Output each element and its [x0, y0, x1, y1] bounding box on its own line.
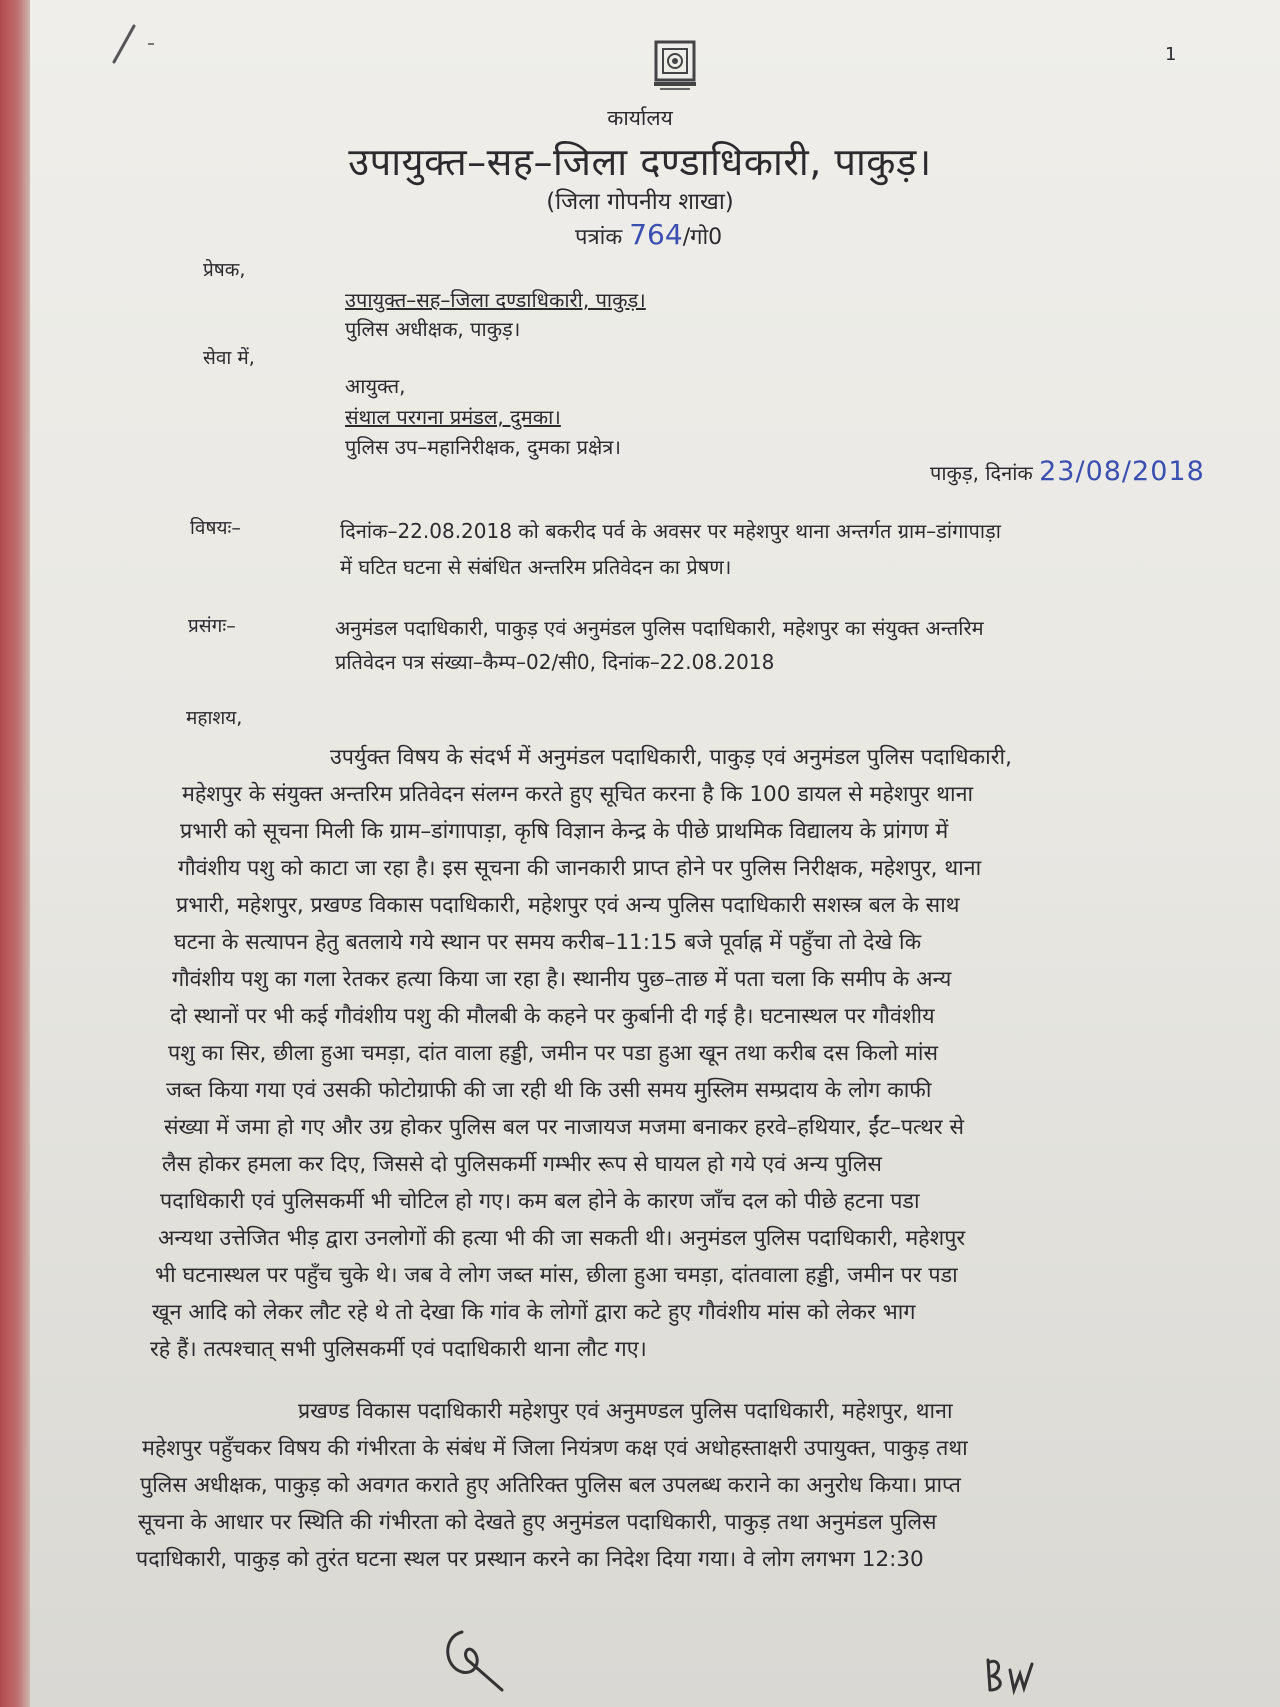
place-date-label: पाकुड़, दिनांक: [930, 461, 1033, 485]
body-line: पशु का सिर, छीला हुआ चमड़ा, दांत वाला हड्डी, जमीन पर पडा हुआ खून तथा करीब दस किलो मांस: [168, 1041, 938, 1066]
reference-label: प्रसंगः–: [188, 615, 236, 637]
signature-mark-icon: [432, 1612, 512, 1692]
subject-label: विषयः–: [190, 517, 241, 539]
body-line: लैस होकर हमला कर दिए, जिससे दो पुलिसकर्मी गम्भीर रूप से घायल हो गये एवं अन्य पुलिस: [162, 1152, 882, 1177]
place-date: [930, 456, 1205, 487]
subject-line: में घटित घटना से संबंधित अन्तरिम प्रतिवेदन का प्रेषण।: [340, 555, 732, 579]
recipient-line: संथाल परगना प्रमंडल, दुमका।: [345, 405, 561, 429]
body-line: पदाधिकारी, पाकुड़ को तुरंत घटना स्थल पर प्रस्थान करने का निदेश दिया गया। वे लोग लगभग 12:30: [136, 1547, 924, 1572]
salutation: महाशय,: [186, 707, 243, 729]
ref-prefix: पत्रांक: [575, 225, 623, 250]
body-line: संख्या में जमा हो गए और उग्र होकर पुलिस बल पर नाजायज मजमा बनाकर हरवे–हथियार, ईंट–पत्थर से: [164, 1115, 965, 1140]
desk-background: [0, 0, 30, 1707]
body-line: भी घटनास्थल पर पहुँच चुके थे। जब वे लोग जब्त मांस, छीला हुआ चमड़ा, दांतवाला हड्डी, जमीन पर पडा: [155, 1263, 958, 1288]
body-line: प्रखण्ड विकास पदाधिकारी महेशपुर एवं अनुमण्डल पुलिस पदाधिकारी, महेशपुर, थाना: [298, 1399, 953, 1424]
body-line: महेशपुर पहुँचकर विषय की गंभीरता के संबंध में जिला नियंत्रण कक्ष एवं अधोहस्ताक्षरी उपायुक्त, पाकुड़ तथा: [142, 1436, 968, 1461]
body-line: गौवंशीय पशु का गला रेतकर हत्या किया जा रहा है। स्थानीय पुछ–ताछ में पता चला कि समीप के अन्य: [172, 967, 952, 992]
letter-reference: [575, 218, 722, 251]
sender-line: पुलिस अधीक्षक, पाकुड़।: [345, 317, 521, 341]
recipient-line: पुलिस उप–महानिरीक्षक, दुमका प्रक्षेत्र।: [345, 435, 621, 459]
office-title: उपायुक्त–सह–जिला दण्डाधिकारी, पाकुड़।: [348, 140, 932, 184]
body-line: पदाधिकारी एवं पुलिसकर्मी भी चोटिल हो गए। कम बल होने के कारण जाँच दल को पीछे हटना पडा: [160, 1189, 920, 1214]
body-line: गौवंशीय पशु को काटा जा रहा है। इस सूचना की जानकारी प्राप्त होने पर पुलिस निरीक्षक, महेशपुर, थाना: [178, 856, 982, 881]
letter-date: 23/08/2018: [1039, 456, 1205, 487]
emblem-icon: [652, 38, 698, 92]
body-line: सूचना के आधार पर स्थिति की गंभीरता को देखते हुए अनुमंडल पदाधिकारी, पाकुड़ तथा अनुमंडल पुलिस: [138, 1510, 937, 1535]
reference-line: अनुमंडल पदाधिकारी, पाकुड़ एवं अनुमंडल पुलिस पदाधिकारी, महेशपुर का संयुक्त अन्तरिम: [335, 616, 984, 640]
ref-suffix: /गो0: [682, 225, 723, 250]
reference-line: प्रतिवेदन पत्र संख्या–कैम्प–02/सी0, दिनांक–22.08.2018: [335, 650, 775, 674]
body-line: घटना के सत्यापन हेतु बतलाये गये स्थान पर समय करीब–11:15 बजे पूर्वाह्न में पहुँचा तो देखे कि: [174, 930, 922, 955]
recipient-label: सेवा में,: [203, 347, 255, 369]
body-line: प्रभारी, महेशपुर, प्रखण्ड विकास पदाधिकारी, महेशपुर एवं अन्य पुलिस पदाधिकारी सशस्त्र बल के साथ: [176, 893, 960, 918]
office-heading: कार्यालय: [607, 106, 673, 130]
body-line: पुलिस अधीक्षक, पाकुड़ को अवगत कराते हुए अतिरिक्त पुलिस बल उपलब्ध कराने का अनुरोध किया। प्राप्त: [140, 1473, 961, 1498]
body-line: दो स्थानों पर भी कई गौवंशीय पशु की मौलबी के कहने पर कुर्बानी दी गई है। घटनास्थल पर गौवंशीय: [170, 1004, 935, 1029]
body-line: प्रभारी को सूचना मिली कि ग्राम–डांगापाड़ा, कृषि विज्ञान केन्द्र के पीछे प्राथमिक विद्यालय के प्रांगण में: [180, 819, 949, 844]
subject-line: दिनांक–22.08.2018 को बकरीद पर्व के अवसर पर महेशपुर थाना अन्तर्गत ग्राम–डांगापाड़ा: [340, 519, 1001, 543]
ref-number: 764: [629, 218, 683, 251]
pen-mark-icon: [108, 22, 158, 66]
branch-name: (जिला गोपनीय शाखा): [546, 189, 734, 215]
body-line: उपर्युक्त विषय के संदर्भ में अनुमंडल पदाधिकारी, पाकुड़ एवं अनुमंडल पुलिस पदाधिकारी,: [330, 745, 1012, 770]
body-line: अन्यथा उत्तेजित भीड़ द्वारा उनलोगों की हत्या भी की जा सकती थी। अनुमंडल पुलिस पदाधिकारी, महेशपुर: [158, 1226, 966, 1251]
body-line: महेशपुर के संयुक्त अन्तरिम प्रतिवेदन संलग्न करते हुए सूचित करना है कि 100 डायल से महेशपुर थाना: [182, 782, 974, 807]
sender-label: प्रेषक,: [203, 259, 246, 281]
body-line: जब्त किया गया एवं उसकी फोटोग्राफी की जा रही थी कि उसी समय मुस्लिम सम्प्रदाय के लोग काफी: [166, 1078, 932, 1103]
body-line: खून आदि को लेकर लौट रहे थे तो देखा कि गांव के लोगों द्वारा कटे हुए गौवंशीय मांस को लेकर भाग: [152, 1300, 916, 1325]
recipient-line: आयुक्त,: [345, 374, 406, 398]
body-line: रहे हैं। तत्पश्चात् सभी पुलिसकर्मी एवं पदाधिकारी थाना लौट गए।: [150, 1337, 647, 1362]
sender-line: उपायुक्त–सह–जिला दण्डाधिकारी, पाकुड़।: [345, 288, 646, 312]
signature-mark-icon: [980, 1650, 1036, 1700]
page-number: 1: [1165, 44, 1177, 65]
